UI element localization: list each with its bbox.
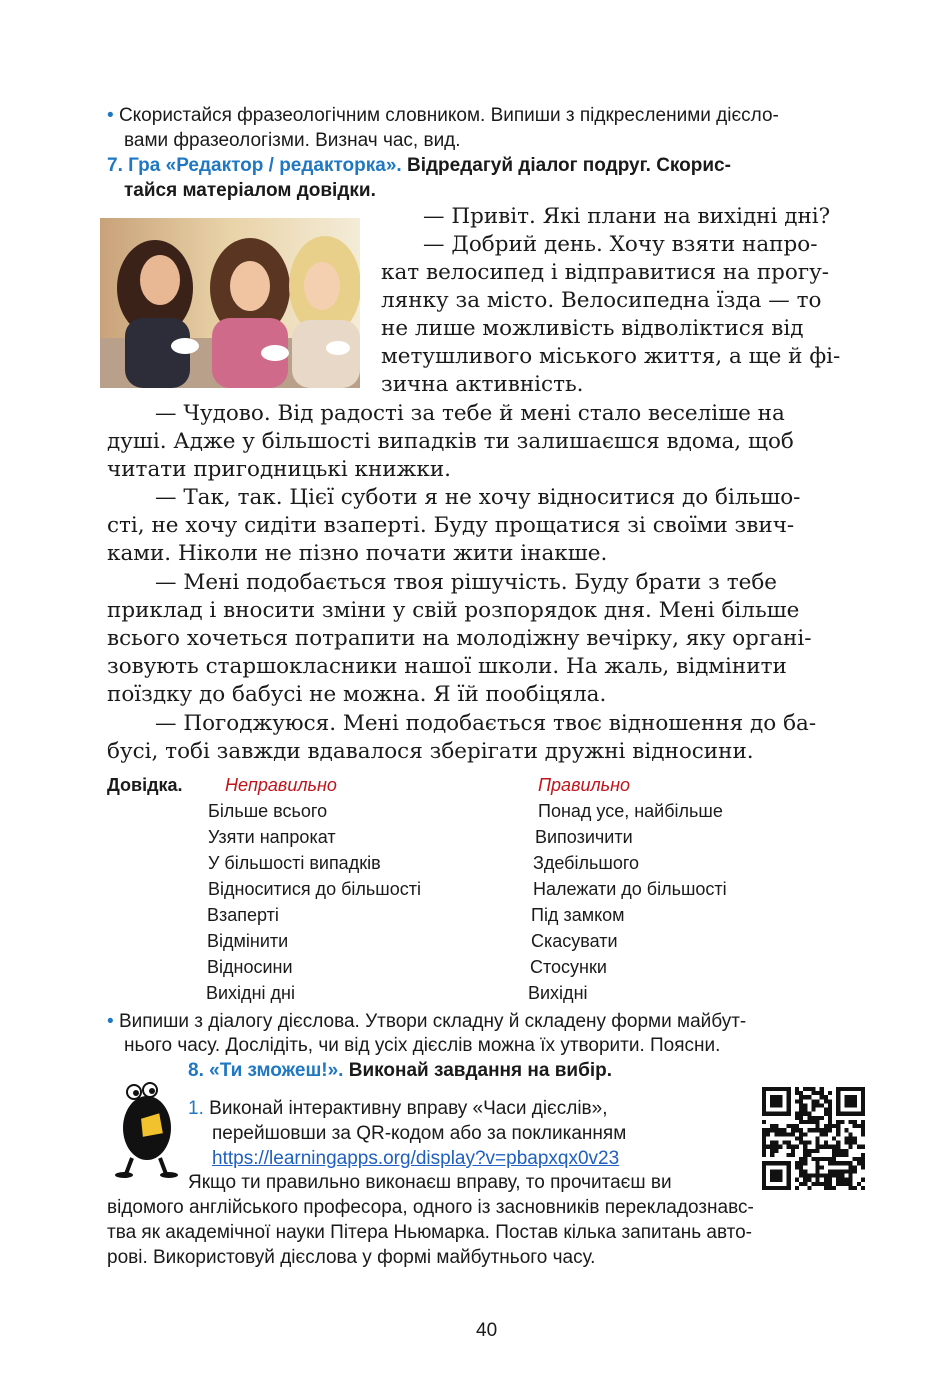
dialog-line: не лише можливість відволіктися від: [381, 316, 804, 341]
item-1-text: Виконай інтерактивну вправу «Часи дієслів»,: [209, 1098, 608, 1119]
bullet-1-line-1: [107, 105, 779, 127]
dialog-line: приклад і вносити зміни у свій розпорядок дня. Мені більше: [107, 598, 800, 623]
dialog-line: бусі, тобі завжди вдавалося зберігати дружні відносини.: [107, 739, 754, 764]
dialog-line: сті, не хочу сидіти взаперті. Буду прощатися зі своїми звич-: [107, 513, 795, 538]
item-1-line-2: перейшовши за QR-кодом або за покликанням: [212, 1123, 627, 1144]
reference-wrong-item: Більше всього: [208, 801, 328, 821]
reference-right-item: Належати до більшості: [533, 879, 727, 899]
wrong-column-header: Неправильно: [225, 775, 337, 795]
dialog-line: поїздку до бабусі не можна. Я їй пообіцяла.: [107, 682, 607, 707]
item-1-number: 1.: [188, 1098, 204, 1119]
bullet-2-line-1: [107, 1011, 746, 1033]
reference-wrong-item: Узяти напрокат: [208, 827, 336, 847]
reference-right-item: Здебільшого: [533, 853, 640, 873]
bullet-marker: •: [107, 1011, 114, 1032]
dialog-line: зична активність.: [381, 372, 584, 397]
task-8-text: Виконай завдання на вибір.: [343, 1060, 612, 1081]
dialog-line: всього хочеться потрапити на молодіжну вечірку, яку органі-: [107, 626, 812, 651]
bullet-1-text: Скористайся фразеологічним словником. Випиши з підкресленими дієсло-: [118, 105, 779, 126]
reference-right-item: Понад усе, найбільше: [538, 801, 723, 821]
bullet-1-line-2: вами фразеологізми. Визнач час, вид.: [124, 130, 461, 151]
reference-wrong-item: У більшості випадків: [208, 853, 381, 873]
dialog-line: метушливого міського життя, а ще й фі-: [381, 344, 841, 369]
item-1-line-5: тва як академічної науки Пітера Ньюмарка. Постав кілька запитань авто-: [107, 1222, 753, 1243]
item-1-line-3: Якщо ти правильно виконаєш вправу, то прочитаєш ви: [188, 1172, 672, 1193]
dialog-line: читати пригодницькі книжки.: [107, 457, 451, 482]
task-8-heading: [188, 1060, 612, 1082]
dialog-line: — Чудово. Від радості за тебе й мені стало веселіше на: [155, 401, 785, 426]
qr-code-icon[interactable]: [762, 1087, 865, 1190]
task-7-text: Відредагуй діалог подруг. Скорис-: [401, 155, 731, 176]
reference-wrong-item: Вихідні дні: [206, 983, 295, 1003]
friends-photo: [100, 218, 360, 388]
cartoon-mascot-icon: [112, 1078, 182, 1178]
reference-wrong-item: Відмінити: [207, 931, 289, 951]
bullet-marker: •: [107, 105, 114, 126]
dialog-line: ками. Ніколи не пізно почати жити інакше.: [107, 541, 608, 566]
dialog-line: зовують старшокласники нашої школи. На жаль, відмінити: [107, 654, 787, 679]
dialog-line: — Так, так. Цієї суботи я не хочу відноситися до більшо-: [155, 485, 801, 510]
dialog-line: лянку за місто. Велосипедна їзда — то: [381, 288, 822, 313]
item-1-line-4: відомого англійського професора, одного із засновників перекладознавс-: [107, 1197, 754, 1218]
reference-right-item: Вихідні: [528, 983, 588, 1003]
reference-wrong-item: Відноситися до більшості: [208, 879, 421, 899]
bullet-2-text: Випиши з діалогу дієслова. Утвори складну й складену форми майбут-: [118, 1011, 747, 1032]
bullet-2-line-2: нього часу. Дослідіть, чи від усіх дієслів можна їх утворити. Поясни.: [124, 1035, 721, 1056]
task-7-title: 7. Гра «Редактор / редакторка».: [107, 155, 402, 176]
reference-wrong-item: Взаперті: [207, 905, 279, 925]
dialog-line: — Привіт. Які плани на вихідні дні?: [423, 204, 831, 229]
reference-right-item: Випозичити: [535, 827, 633, 847]
item-1-link-line: [212, 1148, 619, 1170]
dialog-line: кат велосипед і відправитися на прогу-: [381, 260, 830, 285]
reference-label: Довідка.: [107, 775, 183, 795]
item-1-line-6: рові. Використовуй дієслова у формі майбутнього часу.: [107, 1247, 596, 1268]
dialog-line: — Добрий день. Хочу взяти напро-: [423, 232, 818, 257]
reference-right-item: Стосунки: [530, 957, 607, 977]
item-1-line-1: [188, 1098, 608, 1120]
dialog-line: душі. Адже у більшості випадків ти залишаєшся вдома, щоб: [107, 429, 794, 454]
reference-wrong-item: Відносини: [207, 957, 293, 977]
task-7-heading: [107, 155, 731, 177]
task-7-text-line-2: тайся матеріалом довідки.: [124, 180, 376, 201]
dialog-line: — Мені подобається твоя рішучість. Буду брати з тебе: [155, 570, 778, 595]
page-number: 40: [476, 1320, 498, 1341]
learningapps-link[interactable]: https://learningapps.org/display?v=pbapxqx0v23: [212, 1148, 620, 1169]
reference-right-item: Скасувати: [531, 931, 618, 951]
task-8-title: 8. «Ти зможеш!».: [188, 1060, 344, 1081]
reference-right-item: Під замком: [531, 905, 625, 925]
right-column-header: Правильно: [538, 775, 631, 795]
dialog-line: — Погоджуюся. Мені подобається твоє відношення до ба-: [155, 711, 817, 736]
